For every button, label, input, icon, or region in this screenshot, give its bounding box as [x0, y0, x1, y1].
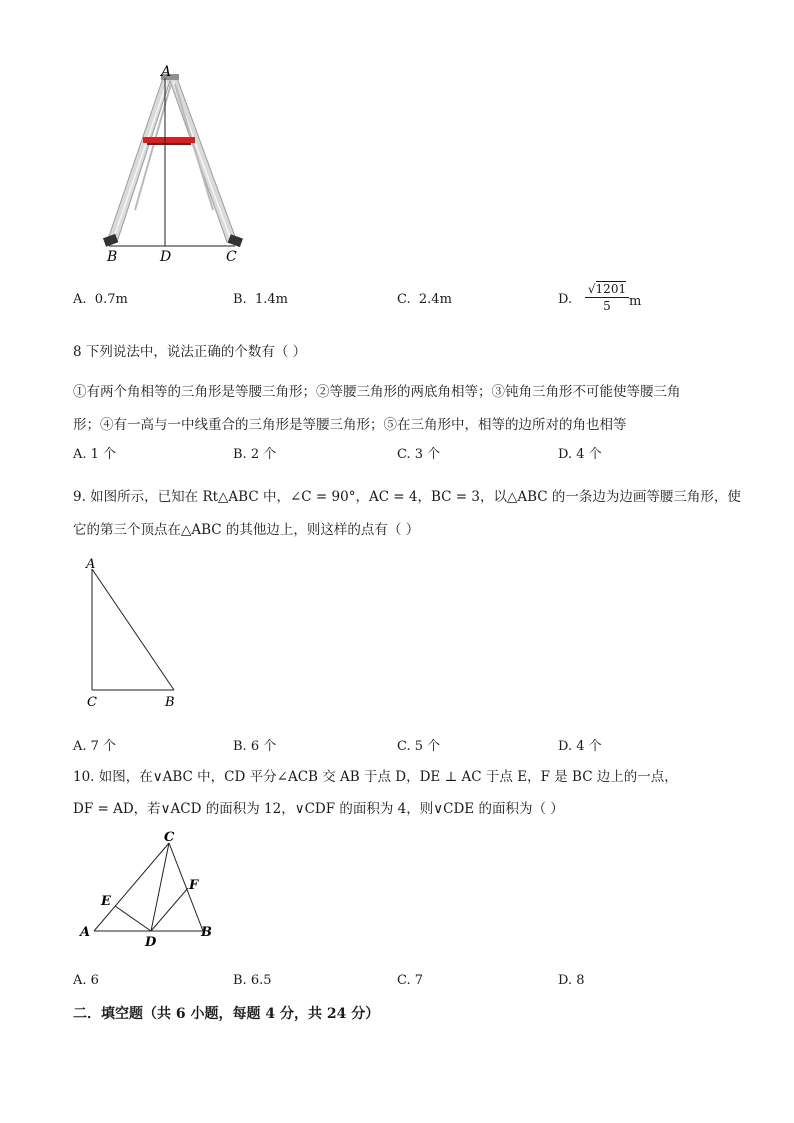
q8-stem: 8 下列说法中，说法正确的个数有（ ） — [73, 344, 307, 360]
q8-statements-line1: ①有两个角相等的三角形是等腰三角形；②等腰三角形的两底角相等；③钝角三角形不可能使等腰三角 — [73, 384, 681, 400]
q8-option-b: B. 2 个 — [233, 447, 277, 462]
q9-option-b: B. 6 个 — [233, 739, 277, 754]
q7-option-d-unit: m — [629, 294, 642, 309]
q10-triangle-figure — [75, 828, 225, 953]
q9-option-a: A. 7 个 — [73, 739, 117, 754]
q10-label-d: D — [145, 935, 157, 950]
q9-label-a: A — [86, 557, 96, 572]
q10-label-b: B — [201, 925, 212, 940]
q10-stem-line1: 10. 如图，在∨ABC 中，CD 平分∠ACB 交 AB 于点 D，DE ⊥ AC 于点 E，F 是 BC 边上的一点， — [73, 769, 678, 785]
q7-option-d-fraction: $\frac{√1201}{5}$ — [585, 282, 629, 313]
q8-statements-line2: 形；④有一高与一中线重合的三角形是等腰三角形；⑤在三角形中，相等的边所对的角也相等 — [73, 417, 627, 433]
q8-option-d: D. 4 个 — [558, 447, 602, 462]
section-2-title: 二．填空题（共 6 小题，每题 4 分，共 24 分） — [73, 1006, 380, 1022]
q10-option-c: C. 7 — [397, 973, 424, 988]
q10-stem-line2: DF = AD，若∨ACD 的面积为 12，∨CDF 的面积为 4，则∨CDE 的面积为（ ） — [73, 801, 564, 817]
ladder-right-leg — [169, 78, 237, 242]
label-d: D — [160, 249, 172, 265]
q9-option-d: D. 4 个 — [558, 739, 602, 754]
label-a: A — [161, 64, 172, 80]
q10-label-e: E — [101, 894, 111, 909]
q9-option-c: C. 5 个 — [397, 739, 441, 754]
q9-label-c: C — [87, 695, 97, 710]
q10-option-b: B. 6.5 — [233, 973, 272, 988]
q7-option-c: C. 2.4m — [397, 292, 452, 307]
q10-option-d: D. 8 — [558, 973, 585, 988]
q10-label-f: F — [189, 878, 199, 893]
q9-stem-line1: 9. 如图所示，已知在 Rt△ABC 中，∠C = 90°，AC = 4，BC = 3，以△ABC 的一条边为边画等腰三角形，使 — [73, 489, 741, 505]
q9-stem-line2: 它的第三个顶点在△ABC 的其他边上，则这样的点有（ ） — [73, 522, 420, 538]
ladder-red-step — [143, 137, 195, 143]
q8-option-c: C. 3 个 — [397, 447, 441, 462]
q10-option-a: A. 6 — [73, 973, 99, 988]
label-b: B — [107, 249, 118, 265]
q7-option-b: B. 1.4m — [233, 292, 288, 307]
q10-label-a: A — [80, 925, 91, 940]
ladder-left-leg — [107, 78, 171, 242]
q8-option-a: A. 1 个 — [73, 447, 117, 462]
label-c: C — [226, 249, 237, 265]
q9-triangle-figure — [80, 555, 190, 715]
q7-option-d-label: D. — [558, 292, 573, 307]
q7-option-a: A. 0.7m — [73, 292, 128, 307]
q9-label-b: B — [165, 695, 175, 710]
ladder-figure — [95, 60, 255, 270]
q10-label-c: C — [164, 830, 175, 845]
